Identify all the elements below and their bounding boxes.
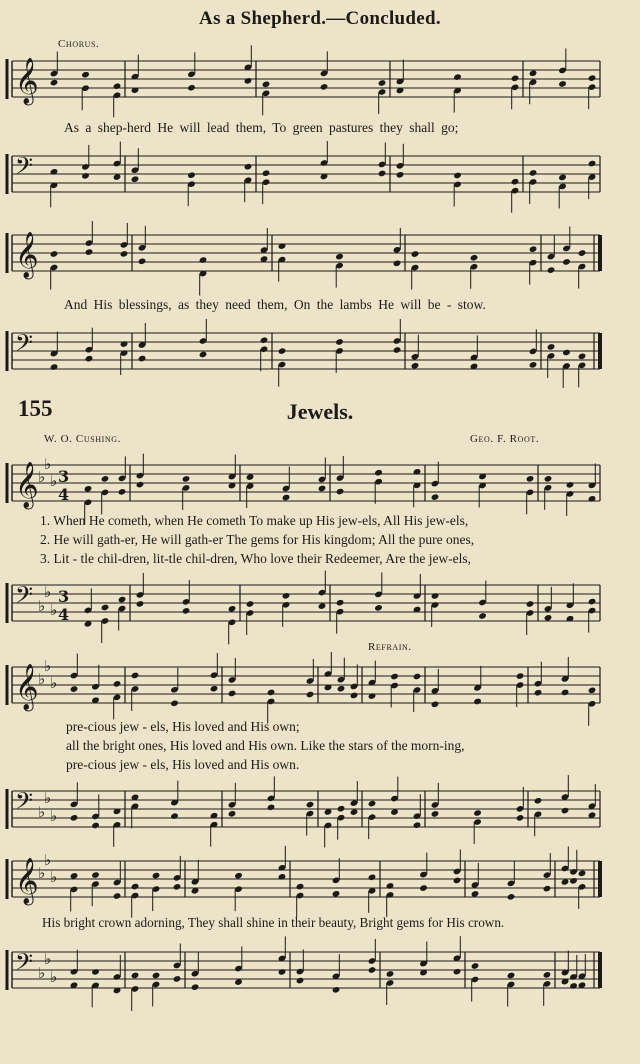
- lyric-line: And His blessings, as they need them, On the lambs He will be - stow.: [64, 297, 486, 312]
- note-head: [246, 600, 255, 608]
- note-head: [378, 79, 387, 87]
- flat-icon: ♭: [44, 789, 52, 807]
- staff-treble-5: [0, 851, 640, 904]
- flat-icon: ♭: [38, 468, 46, 486]
- note-head: [306, 691, 315, 699]
- note-head: [529, 169, 538, 177]
- note-head: [529, 70, 538, 78]
- note-head: [386, 882, 395, 890]
- note-head: [393, 260, 402, 268]
- hymn-number: 155: [18, 396, 53, 421]
- lyric-line: As a shep-herd He will lead them, To green pastures they shall go;: [64, 120, 459, 135]
- note-head: [278, 347, 287, 355]
- note-head: [91, 968, 100, 976]
- note-head: [561, 807, 570, 815]
- note-head: [182, 607, 191, 615]
- note-head: [131, 972, 140, 980]
- note-head: [562, 258, 571, 266]
- note-head: [187, 84, 196, 92]
- note-head: [113, 892, 122, 900]
- note-head: [170, 812, 179, 820]
- note-head: [558, 80, 567, 88]
- note-head: [547, 343, 556, 351]
- staff-treble-2: [0, 232, 640, 278]
- note-head: [453, 877, 462, 885]
- flat-icon: ♭: [50, 472, 58, 490]
- note-head: [337, 685, 346, 693]
- treble-clef-icon: 𝄞: [15, 232, 39, 278]
- verse-line: 1. When He cometh, when He cometh To make up His jew-els, All His jew-els,: [40, 513, 469, 528]
- note-head: [70, 814, 79, 822]
- note-head: [544, 614, 553, 622]
- chorus-label: Chorus.: [58, 38, 100, 50]
- note-head: [543, 971, 552, 979]
- flat-icon: ♭: [50, 601, 58, 619]
- treble-clef-icon: 𝄞: [15, 58, 39, 104]
- flat-icon: ♭: [50, 868, 58, 886]
- flat-icon: ♭: [38, 964, 46, 982]
- note-head: [101, 475, 110, 483]
- flat-icon: ♭: [38, 597, 46, 615]
- verse-line: 3. Lit - tle chil-dren, lit-tle chil-dren, Who love their Redeemer, Are the jew-els,: [40, 551, 472, 566]
- note-head: [378, 170, 387, 178]
- note-head: [473, 809, 482, 817]
- flat-icon: ♭: [44, 851, 52, 869]
- note-head: [84, 485, 93, 493]
- staff-treble-1: [0, 58, 640, 104]
- flat-icon: ♭: [38, 803, 46, 821]
- note-head: [182, 475, 191, 483]
- note-head: [386, 970, 395, 978]
- note-head: [191, 983, 200, 991]
- note-head: [453, 172, 462, 180]
- note-head: [262, 81, 271, 89]
- flat-icon: ♭: [50, 674, 58, 692]
- note-head: [507, 893, 516, 901]
- note-head: [91, 822, 100, 830]
- note-head: [152, 872, 161, 880]
- hymn-title: Jewels.: [286, 399, 354, 424]
- note-head: [173, 975, 182, 983]
- note-head: [413, 673, 422, 681]
- staff-bass-2: [0, 330, 640, 376]
- verse-line: pre-cious jew - els, His loved and His own;: [66, 719, 300, 734]
- note-head: [244, 163, 253, 171]
- bass-clef-icon: 𝄢: [15, 329, 34, 362]
- flat-icon: ♭: [50, 968, 58, 986]
- note-head: [152, 972, 161, 980]
- verse-line: all the bright ones, His loved and His own. Like the stars of the morn-ing,: [66, 738, 465, 753]
- note-head: [588, 160, 597, 168]
- note-head: [511, 178, 520, 186]
- bass-clef-icon: 𝄢: [15, 152, 34, 185]
- time-signature-bottom: 4: [58, 485, 70, 504]
- note-head: [478, 612, 487, 620]
- bass-clef-icon: 𝄢: [15, 581, 34, 614]
- note-head: [101, 604, 110, 612]
- note-head: [136, 481, 145, 489]
- note-head: [81, 172, 90, 180]
- note-head: [453, 968, 462, 976]
- note-head: [453, 73, 462, 81]
- note-head: [228, 810, 237, 818]
- note-head: [81, 71, 90, 79]
- bass-clef-icon: 𝄢: [15, 787, 34, 820]
- note-head: [113, 680, 122, 688]
- note-head: [170, 700, 179, 708]
- staff-bass-1: [0, 153, 640, 199]
- note-head: [318, 485, 327, 493]
- note-head: [336, 488, 345, 496]
- note-head: [260, 336, 269, 344]
- note-head: [526, 475, 535, 483]
- note-head: [470, 254, 479, 262]
- note-head: [118, 596, 127, 604]
- note-head: [566, 481, 575, 489]
- note-head: [547, 266, 556, 274]
- note-head: [368, 966, 377, 974]
- staff-bass-5: [0, 949, 640, 995]
- note-head: [120, 250, 129, 258]
- note-head: [516, 814, 525, 822]
- note-head: [393, 346, 402, 354]
- note-head: [411, 362, 420, 370]
- note-head: [526, 600, 535, 608]
- note-head: [267, 804, 276, 812]
- note-head: [431, 701, 440, 709]
- note-head: [234, 872, 243, 880]
- note-head: [413, 821, 422, 829]
- note-head: [534, 797, 543, 805]
- note-head: [85, 248, 94, 256]
- note-head: [396, 171, 405, 179]
- note-head: [50, 363, 59, 371]
- note-head: [578, 870, 587, 878]
- note-head: [507, 972, 516, 980]
- time-signature-top: 3: [58, 467, 70, 486]
- note-head: [588, 687, 597, 695]
- note-head: [529, 245, 538, 253]
- note-head: [131, 672, 140, 680]
- note-head: [131, 175, 140, 183]
- note-head: [306, 801, 315, 809]
- flat-icon: ♭: [44, 583, 52, 601]
- staff-bass-4: [0, 788, 640, 834]
- bass-clef-icon: 𝄢: [15, 948, 34, 981]
- note-head: [431, 592, 440, 600]
- note-head: [138, 258, 147, 266]
- note-head: [335, 253, 344, 261]
- flat-icon: ♭: [44, 950, 52, 968]
- note-head: [511, 75, 520, 83]
- note-head: [199, 351, 208, 359]
- note-head: [118, 488, 127, 496]
- note-head: [578, 249, 587, 257]
- note-head: [332, 986, 341, 994]
- note-head: [136, 600, 145, 608]
- note-head: [374, 604, 383, 612]
- note-head: [228, 605, 237, 613]
- composer-credit: Geo. F. Root.: [470, 433, 540, 445]
- note-head: [368, 800, 377, 808]
- note-head: [296, 977, 305, 985]
- flat-icon: ♭: [44, 657, 52, 675]
- note-head: [173, 883, 182, 891]
- treble-clef-icon: 𝄞: [15, 664, 39, 710]
- note-head: [131, 883, 140, 891]
- note-head: [267, 689, 276, 697]
- note-head: [337, 805, 346, 813]
- note-head: [332, 890, 341, 898]
- time-signature-bottom: 4: [58, 605, 70, 624]
- note-head: [228, 690, 237, 698]
- note-head: [120, 340, 129, 348]
- note-head: [210, 685, 219, 693]
- note-head: [471, 962, 480, 970]
- lyric-line: His bright crown adorning, They shall shine in their beauty, Bright gems for His crown.: [42, 915, 505, 930]
- verse-line: pre-cious jew - els, His loved and His own.: [66, 757, 300, 772]
- note-head: [431, 493, 440, 501]
- note-head: [50, 79, 59, 87]
- note-head: [244, 77, 253, 85]
- note-head: [588, 74, 597, 82]
- note-head: [113, 82, 122, 90]
- refrain-label: Refrain.: [368, 641, 412, 653]
- note-head: [588, 598, 597, 606]
- flat-icon: ♭: [50, 807, 58, 825]
- note-head: [543, 885, 552, 893]
- note-head: [390, 673, 399, 681]
- note-head: [516, 672, 525, 680]
- note-head: [85, 355, 94, 363]
- note-head: [419, 884, 428, 892]
- note-head: [534, 689, 543, 697]
- staff-treble-3: [0, 455, 640, 508]
- note-head: [320, 83, 329, 91]
- note-head: [50, 250, 59, 258]
- note-head: [91, 871, 100, 879]
- staff-treble-4: [0, 657, 640, 710]
- note-head: [562, 349, 571, 357]
- note-head: [282, 592, 291, 600]
- note-head: [262, 169, 271, 177]
- note-head: [199, 256, 208, 264]
- note-head: [558, 174, 567, 182]
- treble-clef-icon: 𝄞: [15, 858, 39, 904]
- treble-clef-icon: 𝄞: [15, 462, 39, 508]
- flat-icon: ♭: [38, 864, 46, 882]
- staff-bass-3: [0, 582, 640, 628]
- note-head: [187, 171, 196, 179]
- note-head: [368, 692, 377, 700]
- note-head: [561, 689, 570, 697]
- note-head: [335, 338, 344, 346]
- note-head: [569, 877, 578, 885]
- note-head: [296, 883, 305, 891]
- note-head: [336, 599, 345, 607]
- flat-icon: ♭: [38, 670, 46, 688]
- note-head: [578, 353, 587, 361]
- note-head: [544, 475, 553, 483]
- note-head: [282, 494, 291, 502]
- note-head: [569, 982, 578, 990]
- note-head: [70, 685, 79, 693]
- note-head: [278, 968, 287, 976]
- flat-icon: ♭: [44, 455, 52, 473]
- note-head: [350, 692, 359, 700]
- note-head: [473, 698, 482, 706]
- verse-line: 2. He will gath-er, He will gath-er The gems for His kingdom; All the pure ones,: [40, 532, 475, 547]
- note-head: [374, 469, 383, 477]
- note-head: [411, 250, 420, 258]
- note-head: [529, 361, 538, 369]
- time-signature-top: 3: [58, 587, 70, 606]
- note-head: [138, 355, 147, 363]
- running-head: As a Shepherd.—Concluded.: [199, 8, 441, 29]
- note-head: [368, 874, 377, 882]
- note-head: [431, 810, 440, 818]
- author-credit: W. O. Cushing.: [44, 433, 122, 445]
